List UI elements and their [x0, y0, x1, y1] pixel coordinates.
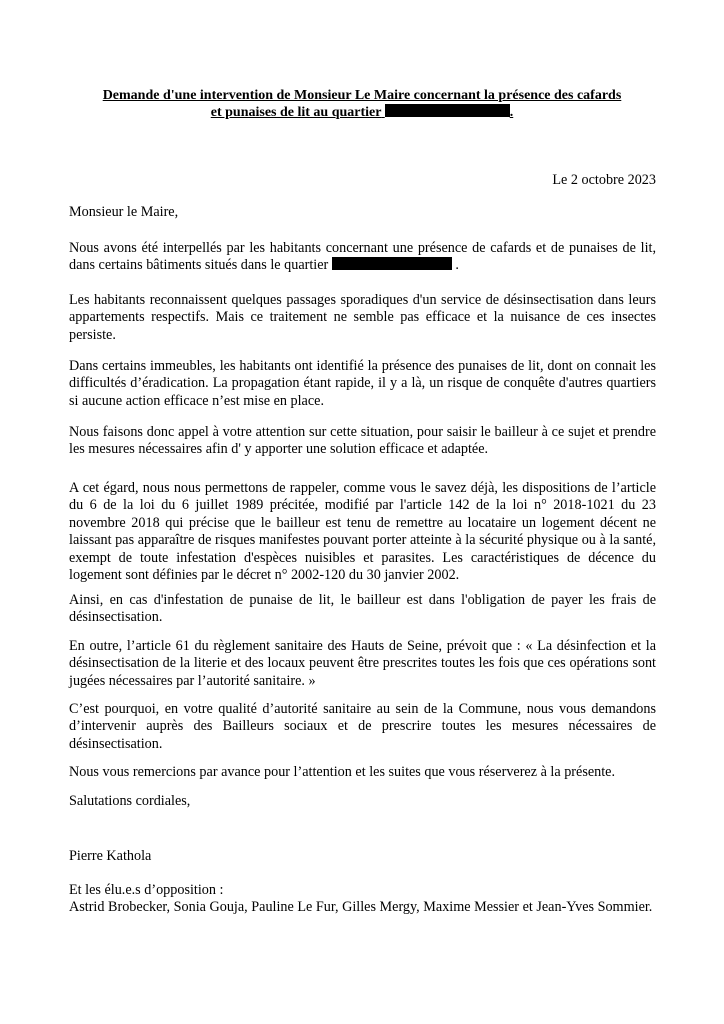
- closing: Salutations cordiales,: [69, 793, 191, 809]
- title-line-1: Demande d'une intervention de Monsieur Le Maire concernant la présence des cafards: [102, 88, 622, 103]
- paragraph-9: Nous vous remercions par avance pour l’attention et les suites que vous réserverez à la présente.: [69, 764, 616, 780]
- redaction-bar: [332, 257, 452, 270]
- signer-name: Pierre Kathola: [69, 848, 152, 864]
- paragraph-8: C’est pourquoi, en votre qualité d’autorité sanitaire au sein de la Commune, nous vous demandons d’intervenir auprès des Bailleurs sociaux et de prescrire toutes les mesures nécessaires de désinsectisation.: [69, 701, 656, 752]
- salutation: Monsieur le Maire,: [69, 204, 179, 220]
- paragraph-5: A cet égard, nous nous permettons de rappeler, comme vous le savez déjà, les dispositions de l’article du 6 de la loi du 6 juillet 1989 précitée, modifié par l'article 142 de la loi n° 2018-1021 du 23 novembre 2018 qui précise que le bailleur est tenu de remettre au locataire un logement décent ne laissant pas apparaître de risques manifestes pouvant porter atteinte à la sécurité physique ou à la santé, exempt de toute infestation d'espèces nuisibles et parasites. Les caractéristiques de décence du logement sont définies par le décret n° 2002-120 du 30 janvier 2002.: [69, 480, 656, 584]
- letter-date: Le 2 octobre 2023: [552, 172, 656, 188]
- cosigners-list: Astrid Brobecker, Sonia Gouja, Pauline Le Fur, Gilles Mergy, Maxime Messier et Jean-Yves Sommier.: [69, 899, 653, 915]
- paragraph-1: [69, 240, 656, 275]
- cosigners-intro: Et les élu.e.s d’opposition :: [69, 882, 224, 898]
- title-line-2-period: .: [509, 105, 514, 120]
- paragraph-1-period: .: [455, 257, 459, 274]
- paragraph-4: Nous faisons donc appel à votre attention sur cette situation, pour saisir le bailleur à ce sujet et prendre les mesures nécessaires afin d' y apporter une solution efficace et adaptée.: [69, 424, 656, 458]
- paragraph-6: Ainsi, en cas d'infestation de punaise de lit, le bailleur est dans l'obligation de payer les frais de désinsectisation.: [69, 592, 656, 626]
- paragraph-1-text: Nous avons été interpellés par les habitants concernant une présence de cafards et de punaises de lit, dans certains bâtiments situés dans le quartier: [69, 240, 656, 274]
- redaction-bar: [385, 104, 510, 117]
- paragraph-2: Les habitants reconnaissent quelques passages sporadiques d'un service de désinsectisation dans leurs appartements respectifs. Mais ce traitement ne semble pas efficace et la nuisance de ces insectes persiste.: [69, 292, 656, 343]
- paragraph-7: En outre, l’article 61 du règlement sanitaire des Hauts de Seine, prévoit que : « La désinfection et la désinsectisation de la literie et des locaux peuvent être prescrites toutes les fois que ces opérations sont jugées nécessaires par l’autorité sanitaire. »: [69, 638, 656, 689]
- letter-title: [60, 87, 664, 121]
- paragraph-3: Dans certains immeubles, les habitants ont identifié la présence des punaises de lit, dont on connait les difficultés d’éradication. La propagation étant rapide, il y a là, un risque de conquête d'autres quartiers si aucune action efficace n’est mise en place.: [69, 358, 656, 409]
- title-line-2: [60, 104, 664, 121]
- title-line-2-text: et punaises de lit au quartier: [210, 105, 382, 120]
